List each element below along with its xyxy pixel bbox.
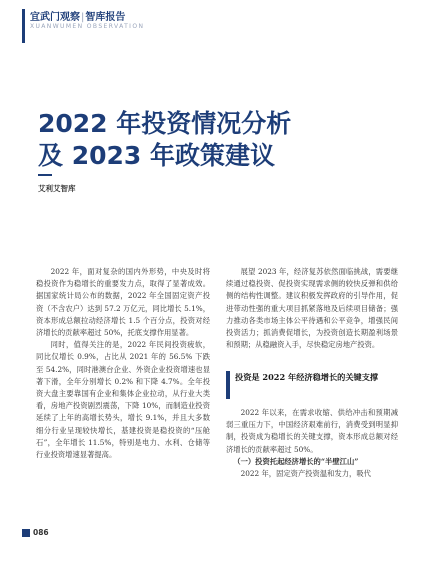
header-separator: |	[81, 12, 85, 23]
header-column-name: 宜武门观察	[30, 12, 80, 23]
right-column-lower	[226, 407, 398, 480]
right-paragraph-2: 2022 年以来，在需求收缩、供给冲击和预期减弱三重压力下，中国经济艰难前行，消费受到明显抑制，投资成为稳增长的关键支撑，资本形成总额对经济增长的贡献率超过 50%。	[226, 408, 398, 454]
article-title-line2: 及 2023 年政策建议	[38, 141, 275, 170]
title-underline	[38, 174, 52, 176]
article-title-line1: 2022 年投资情况分析	[38, 109, 292, 138]
header-subtitle: XUANWUMEN OBSERVATION	[30, 23, 145, 30]
section-heading	[226, 369, 398, 401]
left-paragraph-2: 同时，值得关注的是，2022 年民间投资疲软，同比仅增长 0.9%，占比从 2021 年的 56.5% 下跌至 54.2%，同时港澳台企业、外资企业投资增速也显著下滑，全年分别增长 0.2% 和下降 4.7%。全年投资大盘主要靠国有企业和集体企业拉动，从行业大类看，房地产投资剧烈震荡，下降 10%，而制造业投资延续了上年的高增长势头，增长 9.1%，并且大多数细分行业呈现较快增长，基建投资是稳投资的“压舱石”，全年增长 11.5%，特别是电力、水利、仓储等行业投资增速显著提高。	[36, 340, 210, 460]
header-column-title	[30, 8, 125, 23]
page-number-marker	[22, 529, 30, 537]
article-author: 艾利艾智库	[38, 184, 76, 193]
section-title: 投资是 2022 年经济稳增长的关键支撑	[235, 372, 379, 382]
header-column-sub: 智库报告	[85, 12, 126, 23]
section-accent-bar	[226, 371, 230, 399]
left-column	[36, 266, 210, 461]
right-paragraph-3: 2022 年，固定资产投资温和发力，吸代	[240, 469, 371, 479]
left-paragraph-1: 2022 年，面对复杂的国内外形势，中央及时将稳投资作为稳增长的重要发力点，取得了显著成效。据国家统计局公布的数据，2022 年全国固定资产投资（不含农户）达到 57.2 万亿元，同比增长 5.1%，资本形成总额拉动经济增长 1.5 个百分点，投资对经济增长的贡献率超过 50%，托底支撑作用显著。	[36, 267, 210, 338]
subsection-title: （一）投资托起经济增长的“半壁江山”	[233, 456, 359, 466]
article-title	[38, 108, 291, 172]
header-accent-bar	[22, 9, 25, 43]
right-column	[226, 266, 398, 351]
page-number: 086	[33, 528, 49, 537]
right-paragraph-1: 展望 2023 年，经济复苏依然面临挑战，需要继续通过稳投资、促投资实现需求侧的较快反弹和供给侧的结构性调整。建议积极发挥政府的引导作用，促进带动性强的重大项目抓紧落地及后续项目储备；强力推动各类市场主体公平待遇和公平竞争，增强民间投资活力；抓消费促增长，为投资创造长期盈利场景和预期；从稳融资入手，尽快稳定房地产投资。	[226, 267, 398, 350]
